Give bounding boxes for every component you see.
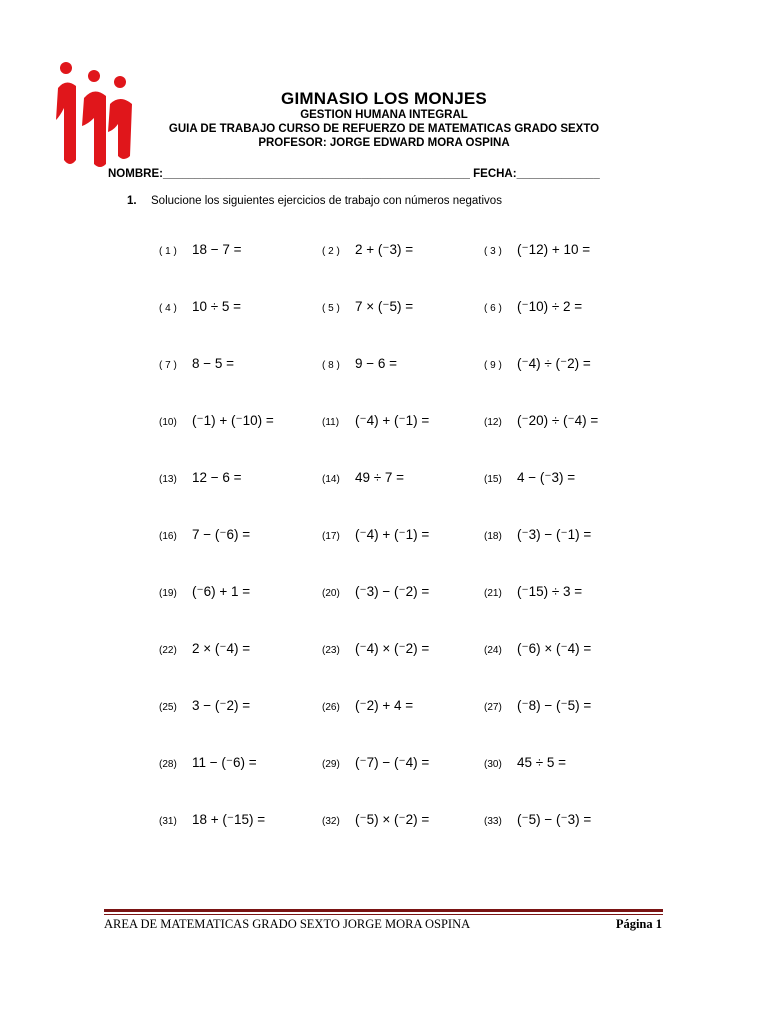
exercise-number: (10) xyxy=(159,417,177,428)
exercise-number: ( 4 ) xyxy=(159,303,177,314)
exercise-item xyxy=(322,469,404,487)
exercise-number: (14) xyxy=(322,474,340,485)
exercise-item xyxy=(159,469,242,487)
header-subtitle-1: GESTION HUMANA INTEGRAL xyxy=(300,109,468,121)
school-logo xyxy=(54,60,136,170)
instruction xyxy=(127,195,502,207)
exercise-expression: 11 − (⁻6) = xyxy=(192,755,257,770)
exercise-item xyxy=(322,241,413,259)
exercise-number: ( 3 ) xyxy=(484,246,502,257)
exercise-expression: 7 × (⁻5) = xyxy=(355,299,414,314)
exercise-expression: 12 − 6 = xyxy=(192,470,242,485)
exercise-number: (29) xyxy=(322,759,340,770)
exercise-number: ( 8 ) xyxy=(322,360,340,371)
exercise-expression: (⁻5) × (⁻2) = xyxy=(355,812,430,827)
exercise-number: ( 5 ) xyxy=(322,303,340,314)
exercise-number: (11) xyxy=(322,417,340,428)
exercise-expression: (⁻12) + 10 = xyxy=(517,242,591,257)
page-number: Página 1 xyxy=(615,917,662,931)
exercise-item xyxy=(159,697,250,715)
instruction-number: 1. xyxy=(127,195,137,207)
exercise-number: (32) xyxy=(322,816,340,827)
exercise-expression: (⁻4) × (⁻2) = xyxy=(355,641,430,656)
exercise-item xyxy=(159,241,242,259)
instruction-text: Solucione los siguientes ejercicios de trabajo con números negativos xyxy=(151,195,502,207)
exercise-expression: 49 ÷ 7 = xyxy=(355,470,405,485)
exercise-item xyxy=(159,754,257,772)
exercise-number: ( 2 ) xyxy=(322,246,340,257)
exercise-number: (24) xyxy=(484,645,502,656)
exercise-expression: (⁻4) + (⁻1) = xyxy=(355,413,430,428)
exercise-item xyxy=(484,469,575,487)
exercise-number: ( 7 ) xyxy=(159,360,177,371)
exercise-expression: (⁻1) + (⁻10) = xyxy=(192,413,274,428)
exercise-item xyxy=(159,640,250,658)
exercise-expression: 2 × (⁻4) = xyxy=(192,641,251,656)
exercise-expression: (⁻6) + 1 = xyxy=(192,584,251,599)
exercise-item xyxy=(484,811,591,829)
exercise-number: (16) xyxy=(159,531,177,542)
header-subtitle-3: PROFESOR: JORGE EDWARD MORA OSPINA xyxy=(258,137,510,149)
exercise-number: (12) xyxy=(484,417,502,428)
exercise-expression: (⁻8) − (⁻5) = xyxy=(517,698,592,713)
exercise-number: (25) xyxy=(159,702,177,713)
exercise-expression: (⁻7) − (⁻4) = xyxy=(355,755,430,770)
exercise-item xyxy=(159,526,250,544)
exercise-expression: (⁻6) × (⁻4) = xyxy=(517,641,592,656)
exercise-item xyxy=(484,241,590,259)
exercise-item xyxy=(322,697,413,715)
exercise-item xyxy=(484,412,598,430)
exercise-expression: 10 ÷ 5 = xyxy=(192,299,242,314)
header-subtitle-2: GUIA DE TRABAJO CURSO DE REFUERZO DE MATEMATICAS GRADO SEXTO xyxy=(168,123,600,135)
exercise-expression: 2 + (⁻3) = xyxy=(355,242,414,257)
exercise-expression: (⁻10) ÷ 2 = xyxy=(517,299,583,314)
exercise-item xyxy=(322,355,397,373)
exercise-number: (30) xyxy=(484,759,502,770)
exercise-number: (20) xyxy=(322,588,340,599)
exercise-number: (17) xyxy=(322,531,340,542)
exercise-expression: 18 − 7 = xyxy=(192,242,242,257)
exercise-item xyxy=(322,298,413,316)
exercise-number: (26) xyxy=(322,702,340,713)
exercise-expression: 4 − (⁻3) = xyxy=(517,470,576,485)
exercise-expression: (⁻20) ÷ (⁻4) = xyxy=(517,413,599,428)
school-name: GIMNASIO LOS MONJES xyxy=(281,89,487,108)
exercise-item xyxy=(159,298,241,316)
exercise-item xyxy=(322,811,429,829)
exercise-expression: (⁻3) − (⁻1) = xyxy=(517,527,592,542)
exercise-number: (19) xyxy=(159,588,177,599)
exercise-expression: (⁻4) ÷ (⁻2) = xyxy=(517,356,591,371)
footer-rule-thin xyxy=(104,914,663,915)
exercise-item xyxy=(484,298,582,316)
exercise-item xyxy=(484,640,591,658)
exercise-item xyxy=(322,412,429,430)
exercise-number: ( 9 ) xyxy=(484,360,502,371)
exercise-item xyxy=(159,583,250,601)
footer-rule-thick xyxy=(104,909,663,912)
exercise-item xyxy=(484,583,582,601)
exercise-expression: 9 − 6 = xyxy=(355,356,398,371)
exercise-item xyxy=(484,754,566,772)
exercise-expression: 3 − (⁻2) = xyxy=(192,698,251,713)
exercise-expression: (⁻3) − (⁻2) = xyxy=(355,584,430,599)
exercise-item xyxy=(322,583,429,601)
exercise-number: ( 6 ) xyxy=(484,303,502,314)
exercise-number: (13) xyxy=(159,474,177,485)
exercise-number: (21) xyxy=(484,588,502,599)
exercise-number: (33) xyxy=(484,816,502,827)
exercise-number: (31) xyxy=(159,816,177,827)
exercise-expression: 18 + (⁻15) = xyxy=(192,812,266,827)
name-date-field: NOMBRE:________________________________________________ FECHA:_____________ xyxy=(108,168,600,180)
exercise-item xyxy=(322,640,429,658)
exercise-item xyxy=(484,697,591,715)
exercise-expression: (⁻4) + (⁻1) = xyxy=(355,527,430,542)
exercise-item xyxy=(159,811,265,829)
exercise-item xyxy=(484,526,591,544)
exercise-expression: 7 − (⁻6) = xyxy=(192,527,251,542)
exercise-number: (28) xyxy=(159,759,177,770)
exercise-expression: 8 − 5 = xyxy=(192,356,235,371)
exercise-number: (23) xyxy=(322,645,340,656)
exercise-item xyxy=(484,355,591,373)
exercise-expression: 45 ÷ 5 = xyxy=(517,755,567,770)
exercise-number: (27) xyxy=(484,702,502,713)
exercise-expression: (⁻5) − (⁻3) = xyxy=(517,812,592,827)
exercise-item xyxy=(322,754,429,772)
exercise-expression: (⁻15) ÷ 3 = xyxy=(517,584,583,599)
exercise-number: (18) xyxy=(484,531,502,542)
exercise-number: (15) xyxy=(484,474,502,485)
exercise-item xyxy=(159,412,274,430)
exercise-expression: (⁻2) + 4 = xyxy=(355,698,414,713)
exercise-item xyxy=(159,355,234,373)
exercise-number: (22) xyxy=(159,645,177,656)
exercise-item xyxy=(322,526,429,544)
footer-text: AREA DE MATEMATICAS GRADO SEXTO JORGE MORA OSPINA xyxy=(104,917,471,931)
exercise-number: ( 1 ) xyxy=(159,246,177,257)
